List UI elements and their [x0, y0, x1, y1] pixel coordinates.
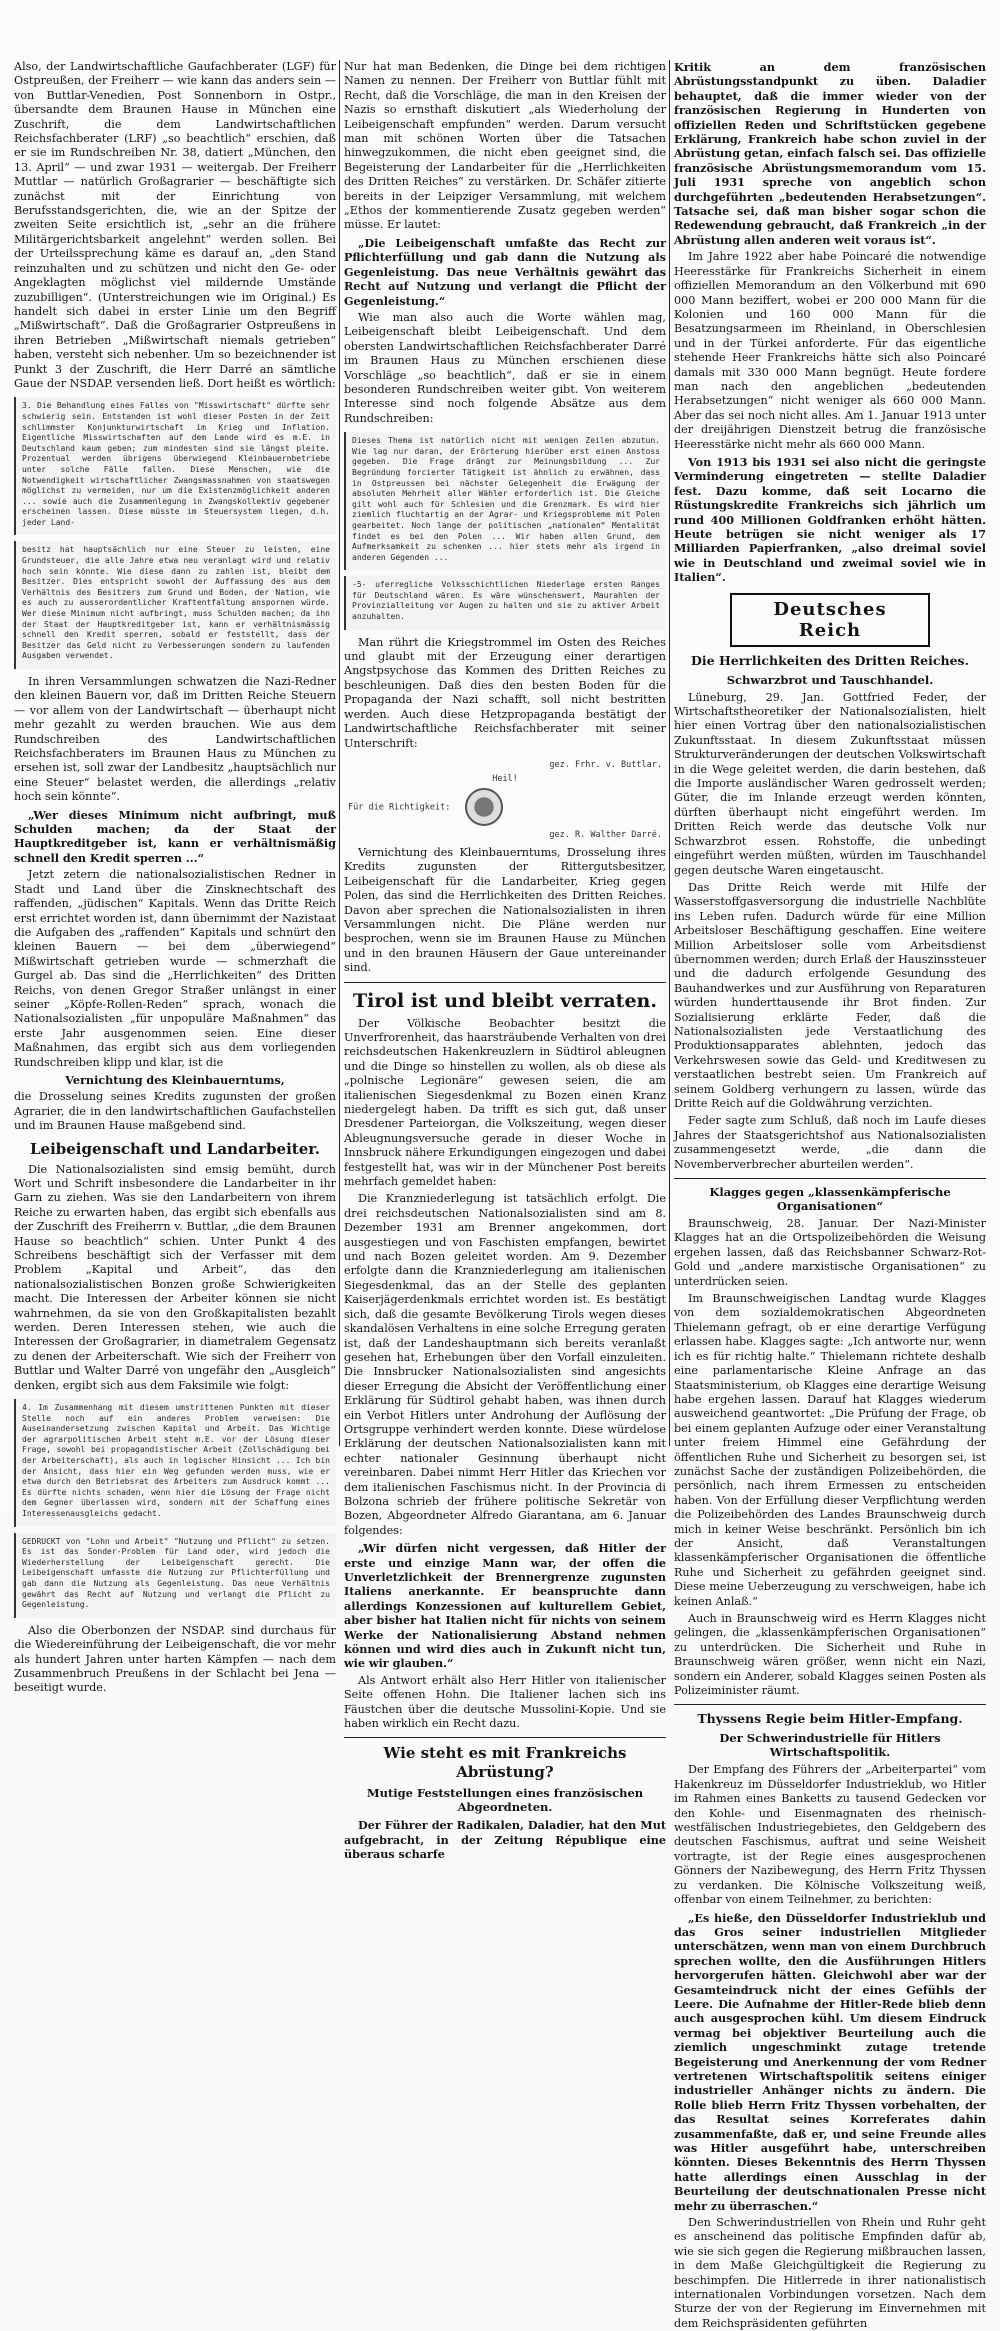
- signature-greeting: Heil!: [492, 773, 518, 784]
- article-paragraph: Nur hat man Bedenken, die Dinge bei dem richtigen Namen zu nennen. Der Freiherr von Buttlar fühlt mit Recht, daß die Vorschläge, die man in den Kreisen der Nazis so ernsthaft diskutiert „als Wiederholung der Leibeigenschaft empfunden“ werden. Darum versucht man mit schönen Worten über die Tatsachen hinwegzukommen, die nicht eben geeignet sind, die Begeisterung der Landarbeiter für die „Herrlichkeiten des Dritten Reiches“ zu verstärken. Dr. Schäfer zitierte bereits in der Leipziger Versammlung, mit welchem „Ethos der kommentierende Zusatz gegeben werden“ müsse. Er lautet:: [344, 60, 666, 232]
- column-2: [344, 60, 666, 1862]
- article-paragraph: Den Schwerindustriellen von Rhein und Ruhr geht es anscheinend das politische Empfinden dafür ab, wie sie sich gegen die Regierung mißbrauchen lassen, in dem Maße Gleichgültigkeit die Regierung zu beschimpfen. Die Hitlerrede in ihrer nationalistisch internationalen Vorbindungen vorsetzen. Nach dem Sturze der von der Regierung im Einvernehmen mit dem Reichspräsidenten geführten: [674, 2216, 986, 2330]
- article-paragraph: Man rührt die Kriegstrommel im Osten des Reiches und glaubt mit der Erzeugung einer derartigen Angstpsychose das Kommen des Dritten Reiches zu beschleunigen. Daß dies den besten Boden für die Propaganda der Nazi schafft, soll nicht bestritten werden. Auch diese Hetzpropaganda bestätigt der Landwirtschaftliche Reichsfachberater mit seiner Unterschrift:: [344, 635, 666, 750]
- article-paragraph: Vernichtung des Kleinbauerntums, Drosselung ihres Kredits zugunsten der Rittergutsbesitzer, Leibeigenschaft für die Landarbeiter, Krieg gegen Polen, das sind die Herrlichkeiten des Dritten Reiches. Davon aber sprechen die Nationalsozialisten in ihren Versammlungen nicht. Die Pläne werden nur besprochen, wenn sie im Braunen Hause zu München und in den braunen Häusern der Gaue untereinander sind.: [344, 845, 666, 975]
- article-quote: „Wer dieses Minimum nicht aufbringt, muß Schulden machen; da der Staat der Hauptkreditgeber ist, kann er verhältnismäßig schnell den Kredit sperren ...“: [14, 807, 336, 865]
- article-paragraph: Wie man also auch die Worte wählen mag, Leibeigenschaft bleibt Leibeigenschaft. Und dem obersten Landwirtschaftlichen Reichsfachberater Darré im Braunen Haus zu München erschienen diese Vorschläge „so beachtlich“, daß er sie in einem besonderen Rundschreiben weiter gibt. Von weiterem Interesse sind noch folgende Absätze aus dem Rundschreiben:: [344, 310, 666, 425]
- article-headline: Leibeigenschaft und Landarbeiter.: [29, 1139, 321, 1158]
- article-paragraph: Von 1913 bis 1931 sei also nicht die geringste Verminderung eingetreten — stellte Daladier fest. Dazu komme, daß seit Locarno die Rüstungskredite Frankreichs sich jährlich um rund 400 Millionen Goldfranken erhöht hätten. Heute betrügen sie nicht weniger als 17 Milliarden Papierfranken, „also dreimal soviel wie in Deutschland und zweimal soviel wie in Italien“.: [674, 454, 986, 585]
- article-paragraph: Jetzt zetern die nationalsozialistischen Redner in Stadt und Land über die Zinsknechtschaft des raffenden, „jüdischen“ Kapitals. Wenn das Dritte Reich erst errichtet worden ist, dann übernimmt der Nazistaat die Aufgaben des „raffenden“ Kapitals und schnürt den kleinen Bauern — bei dem „überwiegend“ Mißwirtschaft getrieben wurde — schmerzhaft die Gurgel ab. Das sind die „Herrlichkeiten“ des Dritten Reichs, von denen Gregor Straßer unlängst in einer seiner „Köpfe-Rollen-Reden“ sprach, wonach die Nationalsozialisten „für unpopuläre Maßnahmen“ das erste Jahr ausgenommen seien. Eine dieser Maßnahmen, das ergibt sich aus dem vorliegenden Rundschreiben klipp und klar, ist die: [14, 868, 336, 1069]
- article-headline: Die Herrlichkeiten des Dritten Reiches.: [691, 652, 969, 668]
- facsimile-excerpt: [14, 397, 336, 535]
- article-paragraph: Die Nationalsozialisten sind emsig bemüht, durch Wort und Schrift insbesondere die Landarbeiter in ihr Garn zu ziehen. Was sie den Landarbeitern von ihrem Reiche zu erwarten haben, das ergibt sich ebenfalls aus der Zuschrift des Freiherrn v. Buttlar, „die dem Braunen Hause so beachtlich“ schien. Unter Punkt 4 des Schreibens beschäftigt sich der Verfasser mit dem Problem „Kapital und Arbeit“, das den nationalsozialistischen Bonzen große Schwierigkeiten macht. Die Interessen der Arbeiter können sie nicht wahrnehmen, da sie von den Großkapitalisten bezahlt werden. Deren Interessen stehen, wie auch die Interessen der Großagrarier, in diametralem Gegensatz zu denen der Arbeiterschaft. Wie sich der Freiherr von Buttlar und Walter Darré von ungefähr den „Ausgleich“ denken, ergibt sich aus dem Faksimile wie folgt:: [14, 1162, 336, 1392]
- article-paragraph: Braunschweig, 28. Januar. Der Nazi-Minister Klagges hat an die Ortspolizeibehörden die Weisung ergehen lassen, daß das Reichsbanner Schwarz-Rot-Gold und „andere marxistische Organisationen“ zu unterdrücken seien.: [674, 1217, 986, 1288]
- article-paragraph: Das Dritte Reich werde mit Hilfe der Wasserstoffgasversorgung die industrielle Nachblüte ins Leben rufen. Dadurch würde für eine Million Arbeitsloser Beschäftigung geschaffen. Eine weitere Million Arbeitsloser solle vom Arbeitsdienst übernommen werden; durch Erlaß der Hauszinssteuer und die dadurch erfolgende Gesundung des Bauhandwerkes und zur Ausführung von Reparaturen würden hunderttausende ihr Brot finden. Zur Sozialisierung erklärte Feder, daß die Nationalsozialisten jede Verstaatlichung des Produktionsapparates ablehnten, jedoch das Verkehrswesen sowie das Geld- und Kreditwesen zu verstaatlichen bestrebt seien. Um Frankreich auf seinem Goldberg verhungern zu lassen, würde das Dritte Reich auf die Goldwährung verzichten.: [674, 880, 986, 1110]
- facsimile-excerpt: [14, 541, 336, 669]
- article-headline: Tirol ist und bleibt verraten.: [353, 989, 657, 1012]
- article-paragraph: Also die Oberbonzen der NSDAP. sind durchaus für die Wiedereinführung der Leibeigenschaft, die vor mehr als hundert Jahren unter harten Kämpfen — nach dem Zusammenbruch Preußens in der Schlacht bei Jena — beseitigt wurde.: [14, 1623, 336, 1695]
- column-3: [674, 60, 986, 2330]
- signature-line: gez. Frhr. v. Buttlar.: [549, 759, 662, 770]
- article-paragraph: Kritik an dem französischen Abrüstungsstandpunkt zu üben. Daladier behauptet, daß die immer wieder von der französischen Regierung in Hunderten von offiziellen Reden und Schriftstücken gegebene Erklärung, Frankreich habe schon zuviel in der Abrüstung getan, einfach falsch sei. Das offizielle französische Abrüstungsmemorandum vom 15. Juli 1931 spreche von angeblich schon durchgeführten „bedeutenden Herabsetzungen“. Tatsache sei, daß man bisher sogar schon die Redewendung gebraucht, daß Frankreich „in der Abrüstung allen anderen weit voraus ist“.: [674, 60, 986, 247]
- article-subheadline: Mutige Feststellungen eines französischen Abgeordneten.: [366, 1786, 644, 1815]
- facsimile-excerpt: [344, 432, 666, 570]
- article-quote: „Die Leibeigenschaft umfaßte das Recht zur Pflichterfüllung und gab dann die Nutzung als Gegenleistung. Das neue Verhältnis gewährt das Recht auf Nutzung und verlangt die Pflicht der Gegenleistung.“: [344, 235, 666, 308]
- article-paragraph: Feder sagte zum Schluß, daß noch im Laufe dieses Jahres der Staatsgerichtshof aus Nationalsozialisten zusammengesetzt werde, „die dann die Novemberverbrecher aburteilen werden“.: [674, 1114, 986, 1171]
- signature-certification: [348, 788, 662, 826]
- article-paragraph: Die Kranzniederlegung ist tatsächlich erfolgt. Die drei reichsdeutschen Nationalsozialisten sind am 8. Dezember 1931 am Brenner angekommen, dort ausgestiegen und von Faschisten empfangen, bewirtet und nach Bozen geleitet worden. Am 9. Dezember erfolgte dann die Kranzniederlegung am italienischen Siegesdenkmal, das an der Stelle des geplanten Kaiserjägerdenkmals errichtet worden ist. Es bestätigt sich, daß die gesamte Bevölkerung Tirols wegen dieses skandalösen Verhaltens in eine solche Erregung geraten ist, daß der Landeshauptmann sich bereits veranlaßt gesehen hat, Erhebungen über den Vorfall einzuleiten. Die Innsbrucker Nationalsozialisten sind angesichts dieser Erregung die Absicht der Veröffentlichung einer Erklärung für Südtirol gehabt haben, was ihnen durch ein Verbot Hitlers unter Androhung der Auflösung der Ortsgruppe verhindert werden konnte. Diese würdelose Erklärung der deutschen Nationalsozialisten kann mit echter nationaler Gesinnung überhaupt nicht vereinbaren. Dabei nimmt Herr Hitler das Kriechen vor dem italienischen Faschismus nicht. In der Provincia di Bolzona schrieb der frühere politische Sekretär von Bozen, Abgeordneter Alfredo Giarantana, am 6. Januar folgendes:: [344, 1192, 666, 1537]
- signature-line: gez. R. Walther Darré.: [549, 829, 662, 840]
- section-banner: Deutsches Reich: [730, 593, 930, 647]
- facsimile-text: besitz hat hauptsächlich nur eine Steuer zu leisten, eine Grundsteuer, die alle Jahre etwa neu veranlagt wird und relativ hoch sein könnte. Wie diese dann zu zahlen ist, bleibt dem Besitzer. Dies entspricht sowohl der Auffassung des aus dem Verhältnis des Besitzers zum Grund und Boden, der Nation, wie es auch zu ausserordentlicher Kraftentfaltung anspornen würde. Wer diese Minimum nicht aufbringt, muss Schulden machen; da ihn der Staat der Hauptkreditgeber ist, kann er verhältnismässig schnell den Kredit sperren, sobald er feststellt, dass der Besitzer das Geld nicht zu Verbesserungen sondern zu laufenden Ausgaben verwendet.: [22, 545, 330, 661]
- facsimile-text: 4. Im Zusammenhang mit diesem umstrittenen Punkten mit dieser Stelle noch auf ein anderes Problem verweisen: Die Auseinandersetzung zwischen Kapital und Arbeit. Das Wichtige der agrarpolitischen Arbeit steht m.E. vor der Lösung dieser Frage, sowohl bei propagandistischer Arbeit (Zollschädigung bei der Arbeiterschaft), als auch in logischer Hinsicht ... Ich bin der Ansicht, dass hier ein Weg gefunden werden muss, wie er etwa durch den Betriebsrat des Arbeiters zum Ausdruck kommt ... Es dürfte nichts schaden, wenn hier die Lösung der Frage nicht dem Gegner überlassen wird, sondern mit der Schaffung eines Interessenausgleichs gedacht.: [22, 1403, 330, 1519]
- facsimile-text: Dieses Thema ist natürlich nicht mit wenigen Zeilen abzutun. Wie lag nur daran, der Erörterung hierüber erst einen Anstoss gegeben. Die Frage drängt zur Meinungsbildung ... Zur Begründung forcierter Tätigkeit ist ähnlich zu erwähnen, dass in Ostpreussen bei nächster Gelegenheit die Erwägung der absoluten Mehrheit aller Wähler erforderlich ist. Die Gleiche gilt wohl auch für Schlesien und die Grenzmark. Es wird hier ziemlich fluchtartig an der Agrar- und Kriegsprobleme mit Polen gearbeitet. Noch lange der politischen „nationalen“ Mentalität findet es bei den Polen ... Wir haben allen Grund, dem Aufmerksamkeit zu schenken ... hier stets mehr als irgend in anderen Gegenden ...: [352, 436, 660, 562]
- article-subheadline: Der Schwerindustrielle für Hitlers Wirtschaftspolitik.: [719, 1731, 941, 1760]
- article-paragraph: Im Braunschweigischen Landtag wurde Klagges von dem sozialdemokratischen Abgeordneten Thielemann gefragt, ob er eine derartige Verfügung erlassen habe. Klagges sagte: „Ich antworte nur, wenn ich es für richtig halte.“ Thielemann richtete deshalb eine parlamentarische Kleine Anfrage an das Staatsministerium, ob Klagges eine derartige Weisung habe ergehen lassen. Darauf hat Klagges wiederum ausweichend geantwortet: „Die Prüfung der Frage, ob bei einem geplanten Aufzuge oder einer Veranstaltung unter freiem Himmel eine Gefährdung der öffentlichen Ruhe und Sicherheit zu besorgen sei, ist zunächst Sache der zuständigen Polizeibehörden, die persönlich, nach ihrem Ermessen zu entscheiden haben. Von der Erfüllung dieser Verpflichtung werden die Polizeibehörden des Landes Braunschweig durch mich in keiner Weise beschränkt. Persönlich bin ich der Ansicht, daß Veranstaltungen klassenkämpferischer Organisationen die öffentliche Ruhe und Sicherheit zu gefährden geeignet sind. Diese meine Ueberzeugung zu verschweigen, habe ich keinen Anlaß.“: [674, 1292, 986, 1608]
- article-paragraph: Auch in Braunschweig wird es Herrn Klagges nicht gelingen, die „klassenkämpferischen Organisationen“ zu unterdrücken. Die Sicherheit und Ruhe in Braunschweig wären größer, wenn nicht ein Nazi, sondern ein Anderer, sobald Klagges seinen Posten als Polizeiminister räumt.: [674, 1612, 986, 1698]
- article-paragraph: Der Empfang des Führers der „Arbeiterpartei“ vom Hakenkreuz im Düsseldorfer Industrieklub, wo Hitler im Rahmen eines Banketts zu tausend Gedecken vor den Kohle- und Eisenmagnaten des rheinisch-westfälischen Industriegebietes, den Geldgebern des deutschen Faschismus, auftrat und seine Weisheit vortragte, ist der Regie eines ausgesprochenen Gönners der Nazibewegung, des Herrn Fritz Thyssen zu verdanken. Die Kölnische Volkszeitung weiß, offenbar von einem Teilnehmer, zu berichten:: [674, 1763, 986, 1907]
- article-paragraph: Als Antwort erhält also Herr Hitler von italienischer Seite offenen Hohn. Die Italiener lachen sich ins Fäustchen über die deutsche Mussolini-Kopie. Und sie haben wirklich ein Recht dazu.: [344, 1673, 666, 1731]
- column-1: [14, 60, 336, 1695]
- certification-label: Für die Richtigkeit:: [348, 802, 451, 813]
- facsimile-text: 3. Die Behandlung eines Falles von "Misswirtschaft" dürfte sehr schwierig sein. Entstanden ist wohl dieser Posten in der Zeit schlimmster Konjunkturwirtschaft im Krieg und Inflation. Eigentliche Misswirtschaften auf dem Lande wird es m.E. in Deutschland kaum geben; zum mindesten sind sie längst pleite. Prozentual werden übrigens überwiegend Kleinbauernbetriebe unter solche Fälle fallen. Diese Menschen, wie die Notwendigkeit wirtschaftlicher Zwangsmassnahmen von staatswegen möglichst zu vermeiden, nur um die Existenzmöglichkeit anderen ... sowie auch die Zusammenlegung in Zwangskollektiv gegebener erscheinen lassen. Diese müsste im Steuersystem liegen, d.h. jeder Land-: [22, 401, 330, 527]
- article-subheadline: Schwarzbrot und Tauschhandel.: [726, 672, 934, 687]
- facsimile-text: -5- uferregliche Volksschichtlichen Niederlage ersten Ranges für Deutschland wären. Es wäre wünschenswert, Maurahlen der Provinzialleitung vor Augen zu halten und sie zu aktiver Arbeit anzuhalten.: [352, 580, 660, 622]
- facsimile-excerpt: [344, 576, 666, 629]
- article-quote: „Es hieße, den Düsseldorfer Industrieklub und das Gros seiner industriellen Mitglieder unterschätzen, wenn man von einem Durchbruch sprechen wollte, den die Ausführungen Hitlers hervorgerufen hätten. Gleichwohl aber war der Gesamteindruck nicht der eines Gefühls der Leere. Die Aufnahme der Hitler-Rede blieb denn auch ausgesprochen kühl. Um diesem Eindruck vermag bei objektiver Beurteilung auch die ziemlich ungeschminkt zutage tretende Begeisterung und Anerkennung der vom Redner vertretenen Wirtschaftspolitik seitens einiger industrieller Anhänger nichts zu ändern. Die Rolle blieb Herrn Fritz Thyssen vorbehalten, der das Resultat seines Korreferates dahin zusammenfaßte, daß er, und seine Freunde alles was Hitler ausgeführt habe, unterschreiben könnten. Dieses Bekenntnis des Herrn Thyssen hatte allerdings einen Ausschlag in der Beurteilung der deutschnationalen Presse nicht mehr zu überraschen.“: [674, 1910, 986, 2213]
- article-paragraph: Also, der Landwirtschaftliche Gaufachberater (LGF) für Ostpreußen, der Freiherr — wie kann das anders sein — von Buttlar-Venedien, Post Sonnenborn in Ostpr., übersandte dem Braunen Hause in München eine Zuschrift, die dem Landwirtschaftlichen Reichsfachberater (LRF) „so beachtlich“ erschien, daß er sie im Rundschreiben Nr. 38, datiert „München, den 13. April“ — und zwar 1931 — weitergab. Der Freiherr Muttlar — natürlich Großagrarier — beschäftigte sich zunächst mit der Einrichtung von Berufsstandsgerichten, die, wie an der Spitze der zweiten Seite ersichtlich ist, „sehr an die frühere Militärgerichtsbarkeit angelehnt“ werden sollen. Bei der Urteilssprechung käme es darauf an, „den Stand reinzuhalten und zu schützen und nicht den Ge- oder Angeklagten möglichst viel mildernde Umstände zuzubilligen“. (Unterstreichungen wie im Original.) Es handelt sich dabei in erster Linie um den Begriff „Mißwirtschaft“. Daß die Großagrarier Ostpreußens in ihren Betrieben „Mißwirtschaft niemals getrieben“ haben, versteht sich nebenher. Um so bezeichnender ist Punkt 3 der Zuschrift, die Herr Darré an sämtliche Gaue der NSDAP. versenden ließ. Dort heißt es wörtlich:: [14, 60, 336, 390]
- article-headline: Wie steht es mit Frankreichs Abrüstung?: [383, 1744, 627, 1782]
- article-headline: Klagges gegen „klassenkämpferische Organisationen“: [709, 1185, 951, 1214]
- facsimile-excerpt: [14, 1533, 336, 1618]
- party-seal-icon: [465, 788, 503, 826]
- section-divider: [674, 1178, 986, 1179]
- article-paragraph: Im Jahre 1922 aber habe Poincaré die notwendige Heeresstärke für Frankreichs Sicherheit in einem offiziellen Memorandum an den Völkerbund mit 690 000 Mann beziffert, wobei er 200 000 Mann für die Kolonien und 160 000 Mann für die Besatzungsarmeen im Rheinland, in Oberschlesien und in der Türkei anforderte. Für das eigentliche stehende Heer Frankreichs hätte sich also Poincaré damals mit 330 000 Mann begnügt. Heute fordere man nach den angeblichen „bedeutenden Herabsetzungen“ nicht weniger als 660 000 Mann. Aber das sei noch nicht alles. Am 1. Januar 1913 unter der dreijährigen Dienstzeit betrug die französische Heeresstärke nicht mehr als 660 000 Mann.: [674, 250, 986, 451]
- article-paragraph: Der Völkische Beobachter besitzt die Unverfrorenheit, das haarsträubende Verhalten von drei reichsdeutschen Hakenkreuzlern in Südtirol ableugnen und die Dinge so hinstellen zu wollen, als ob diese als „polnische Legionäre“ gewesen seien, die am italienischen Siegesdenkmal zu Bozen einen Kranz niedergelegt haben. Da trifft es sich gut, daß unser Dresdener Parteiorgan, die Volkszeitung, wegen dieser Ableugnungsversuche gerade in dieser Woche in Innsbruck nähere Erkundigungen eingezogen und dabei festgestellt hat, was wir in der Münchener Post bereits mehrfach gemeldet haben:: [344, 1016, 666, 1189]
- section-divider: [344, 1737, 666, 1738]
- column-rule: [669, 60, 670, 1446]
- signature-block: [344, 754, 666, 846]
- article-paragraph: Der Führer der Radikalen, Daladier, hat den Mut aufgebracht, in der Zeitung République eine überaus scharfe: [344, 1818, 666, 1862]
- section-divider: [674, 1704, 986, 1705]
- emphasis-line: Vernichtung des Kleinbauerntums,: [65, 1072, 285, 1087]
- article-headline: Thyssens Regie beim Hitler-Empfang.: [697, 1711, 963, 1727]
- section-divider: [344, 982, 666, 983]
- article-paragraph: In ihren Versammlungen schwatzen die Nazi-Redner den kleinen Bauern vor, daß im Dritten Reiche Steuern — vor allem von der Landwirtschaft — überhaupt nicht mehr gezahlt zu werden brauchen. Wie aus dem Rundschreiben des Landwirtschaftlichen Reichsfachberaters im Braunen Haus zu München zu ersehen ist, soll zwar der Landbesitz „hauptsächlich nur eine Steuer“ belastet werden, die allerdings „relativ hoch sein könnte“.: [14, 675, 336, 804]
- facsimile-text: GEDRUCKT von "Lohn und Arbeit" "Nutzung und Pflicht" zu setzen. Es ist das Sonder-Problem für Land oder, wird jedoch die Wiederherstellung der Leibeigenschaft gerecht. Die Leibeigenschaft umfasste die Nutzung zur Pflichterfüllung und gab dann die Nutzung als Gegenleistung. Das neue Verhältnis gewährt das Recht auf Nutzung und verlangt die Pflicht zu Gegenleistung.: [22, 1536, 330, 1610]
- column-rule: [339, 60, 340, 1446]
- article-quote: „Wir dürfen nicht vergessen, daß Hitler der erste und einzige Mann war, der offen die Unverletzlichkeit der Brennergrenze zugunsten Italiens anerkannte. Er beanspruchte dann allerdings Konzessionen auf kulturellem Gebiet, aber bisher hat Italien nicht für nichts von seinem Werke der Nationalisierung Abstand nehmen können und wird dies auch in Zukunft nicht tun, wie wir glauben.“: [344, 1541, 666, 1671]
- article-paragraph: die Drosselung seines Kredits zugunsten der großen Agrarier, die in den landwirtschaftlichen Gaufachstellen und im Braunen Hause maßgebend sind.: [14, 1090, 336, 1133]
- article-paragraph: Lüneburg, 29. Jan. Gottfried Feder, der Wirtschaftstheoretiker der Nationalsozialisten, hielt hier einen Vortrag über den nationalsozialistischen Zukunftsstaat. In diesem Zukunftsstaat müssen Strukturveränderungen der deutschen Volkswirtschaft in die Wege geleitet werden, die darin bestehen, daß die Importe ausländischer Waren gedrosselt werden; Güter, die im Inlande erzeugt werden könnten, dürften überhaupt nicht eingeführt werden. Im Dritten Reich werde das deutsche Volk nur Schwarzbrot essen. Rohstoffe, die unbedingt eingeführt werden müßten, würden im Tauschhandel gegen deutsche Waren eingetauscht.: [674, 690, 986, 877]
- facsimile-excerpt: [14, 1399, 336, 1527]
